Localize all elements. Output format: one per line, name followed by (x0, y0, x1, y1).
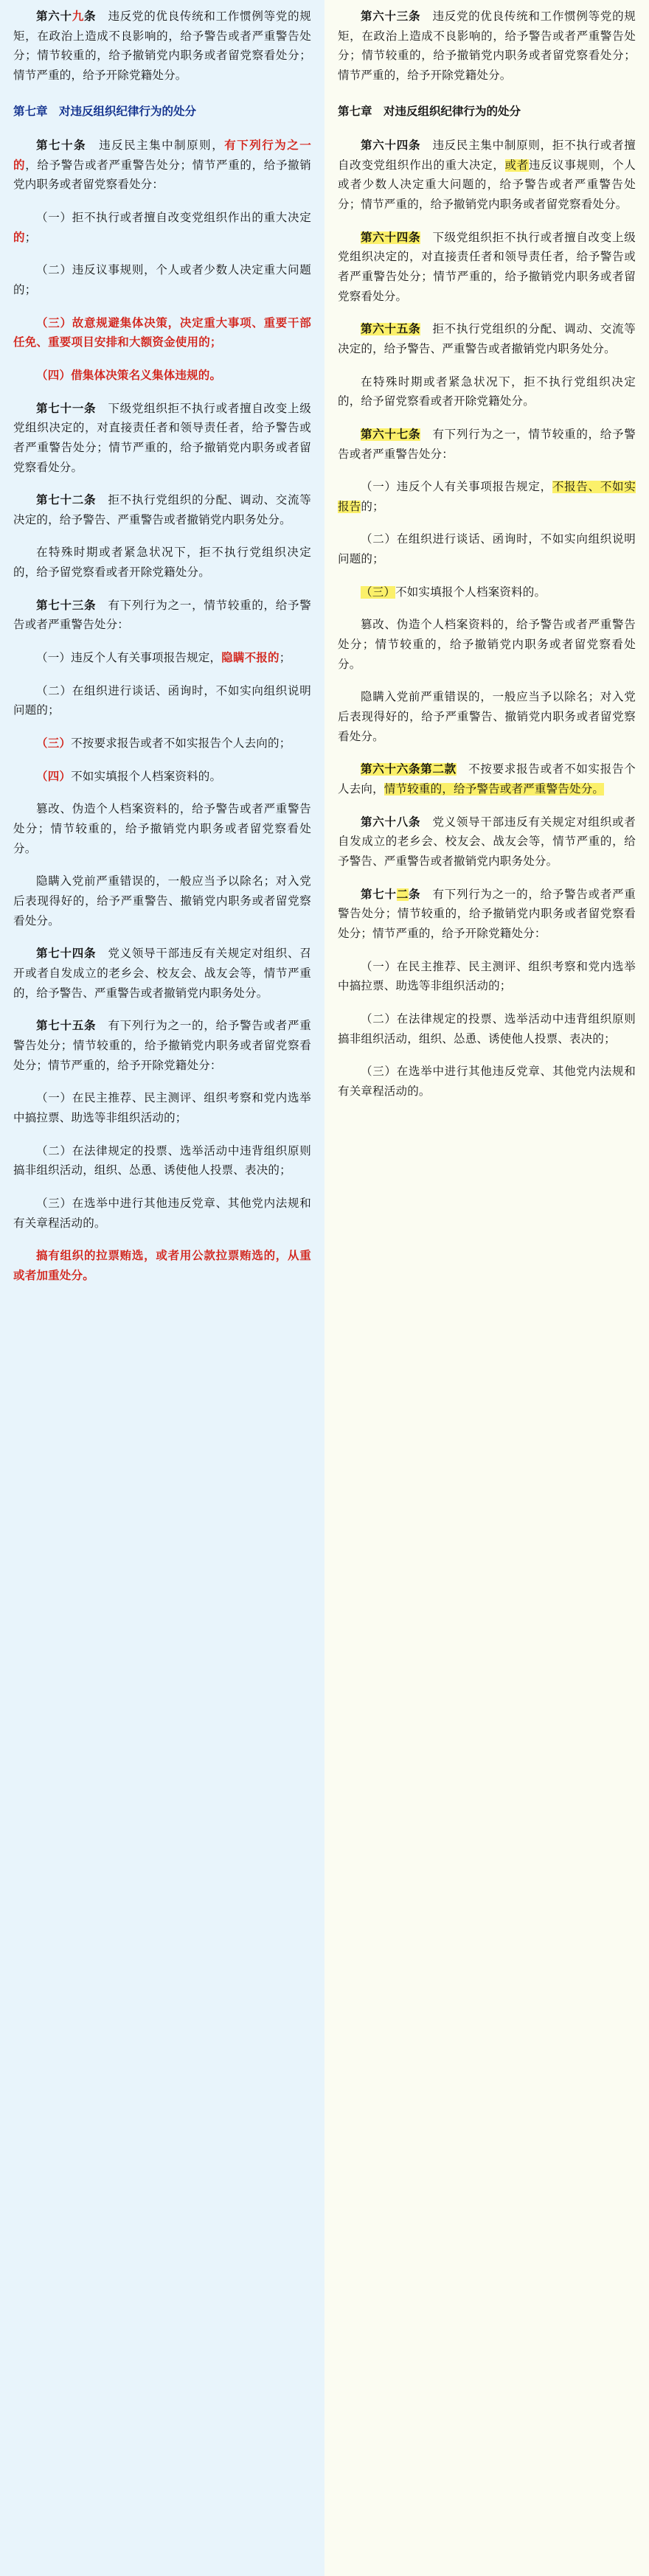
paragraph (338, 958, 636, 997)
right-column (324, 0, 649, 2576)
paragraph (338, 583, 636, 603)
text-run: 或者 (504, 159, 529, 172)
paragraph (13, 314, 311, 353)
paragraph (338, 229, 636, 307)
paragraph (13, 944, 311, 1003)
article-number: 第六十四条 (361, 139, 421, 152)
text-run: 拒不执行党组织的分配、调动、交流等决定的，给予警告、严重警告或者撤销党内职务处分。 (13, 494, 311, 526)
paragraph (13, 491, 311, 530)
text-run: （二）在组织进行谈话、函询时，不如实向组织说明问题的； (13, 684, 311, 717)
chapter-heading: 第七章 对违反组织纪律行为的处分 (338, 105, 521, 118)
text-run: （一）违反个人有关事项报告规定， (36, 652, 222, 665)
paragraph (338, 425, 636, 464)
text-run: 在特殊时期或者紧急状况下，拒不执行党组织决定的，给予留党察看或者开除党籍处分。 (338, 375, 636, 408)
text-run: 篡改、伪造个人档案资料的，给予警告或者严重警告处分；情节较重的，给予撤销党内职务或者留党察看处分。 (13, 803, 311, 855)
paragraph (13, 682, 311, 721)
article-number: 第六十四条 (361, 231, 421, 244)
text-run: （二）在组织进行谈话、函询时，不如实向组织说明问题的； (338, 533, 636, 566)
paragraph (13, 209, 311, 248)
article-number: 条 (408, 10, 421, 23)
paragraph (13, 1089, 311, 1128)
text-run: （二）违反议事规则，个人或者少数人决定重大问题的； (13, 264, 311, 296)
text-run: （一）在民主推荐、民主测评、组织考察和党内选举中搞拉票、助选等非组织活动的； (338, 960, 636, 993)
paragraph (13, 872, 311, 931)
article-number: 二 (396, 888, 409, 901)
paragraph (13, 1247, 311, 1286)
text-run: （四）借集体决策名义集体违规的。 (36, 369, 222, 382)
text-run: 的 (13, 231, 25, 244)
chapter-heading: 第七章 对违反组织纪律行为的处分 (13, 105, 197, 118)
paragraph (13, 136, 311, 195)
paragraph (13, 649, 311, 669)
text-run: 违反党的优良传统和工作惯例等党的规矩，在政治上造成不良影响的，给予警告或者严重警告处分；情节较重的，给予撤销党内职务或者留党察看处分；情节严重的，给予开除党籍处分。 (13, 10, 312, 82)
text-run: （二）在法律规定的投票、选举活动中违背组织原则搞非组织活动，组织、怂恿、诱使他人投票、表决的； (338, 1012, 636, 1045)
text-run: 不如实填报个人档案资料的。 (71, 770, 222, 783)
text-run: 有下列行为之一，情节较重的，给予警告或者严重警告处分： (338, 428, 636, 461)
article-number: 第七十二条 (36, 494, 97, 507)
text-run: 不按要求报告或者不如实报告个人去向， (338, 763, 636, 796)
paragraph (13, 596, 311, 636)
article-number: 第七十一条 (36, 402, 97, 415)
article-number: 第六十 (36, 10, 72, 23)
text-run: 有下列行为之一，情节较重的，给予警告或者严重警告处分： (13, 599, 311, 632)
text-run: 不报告、不如实报告 (338, 481, 636, 513)
article-number: 第七十五条 (36, 1020, 97, 1033)
article-number: 第七十三条 (36, 599, 97, 612)
article-number: 第六十七条 (361, 428, 421, 441)
article-number: 九 (72, 10, 84, 23)
text-run: 隐瞒入党前严重错误的，一般应当予以除名；对入党后表现得好的，给予严重警告、撤销党内职务或者留党察看处分。 (338, 691, 636, 743)
paragraph (338, 320, 636, 359)
paragraph (13, 7, 311, 86)
text-run: （三）在选举中进行其他违反党章、其他党内法规和有关章程活动的。 (13, 1197, 311, 1230)
text-run: 不按要求报告或者不如实报告个人去向的； (71, 737, 291, 751)
article-number: 条 (83, 10, 97, 23)
text-run: 下级党组织拒不执行或者擅自改变上级党组织决定的，对直接责任者和领导责任者，给予警告或者严重警告处分；情节严重的，给予撤销党内职务或者留党察看处分。 (13, 402, 311, 474)
text-run: （一）在民主推荐、民主测评、组织考察和党内选举中搞拉票、助选等非组织活动的； (13, 1092, 311, 1124)
article-number: 第六十五条 (361, 323, 421, 336)
paragraph (338, 136, 636, 215)
text-run: （二）在法律规定的投票、选举活动中违背组织原则搞非组织活动，组织、怂恿、诱使他人投票、表决的； (13, 1144, 311, 1177)
paragraph (13, 543, 311, 582)
paragraph (338, 616, 636, 675)
text-run: 隐瞒不报的 (221, 652, 280, 665)
article-number: 条 (408, 888, 421, 901)
article-number: 第六十六条第二款 (361, 763, 457, 776)
paragraph (338, 373, 636, 412)
paragraph (338, 530, 636, 569)
paragraph (13, 366, 311, 386)
paragraph (338, 760, 636, 799)
left-column (0, 0, 324, 2576)
text-run: 违反党的优良传统和工作惯例等党的规矩，在政治上造成不良影响的，给予警告或者严重警告处分；情节较重的，给予撤销党内职务或者留党察看处分；情节严重的，给予开除党籍处分。 (338, 10, 636, 82)
paragraph (13, 1017, 311, 1076)
article-number: 第七十四条 (36, 947, 97, 961)
article-number: 第七十 (361, 888, 397, 901)
text-run: 不如实填报个人档案资料的。 (395, 585, 546, 599)
article-number: 第七十条 (36, 139, 87, 152)
text-run: 篡改、伪造个人档案资料的，给予警告或者严重警告处分；情节较重的，给予撤销党内职务或者留党察看处分。 (338, 619, 636, 671)
paragraph (13, 400, 311, 478)
text-run: （三） (361, 585, 396, 599)
paragraph (13, 1194, 311, 1233)
paragraph (338, 688, 636, 747)
paragraph (13, 800, 311, 859)
text-run: ； (279, 652, 291, 665)
text-run: 有下列行为之一的 (13, 139, 311, 172)
paragraph (13, 261, 311, 300)
text-run: 党义领导干部违反有关规定对组织或者自发成立的老乡会、校友会、战友会等，情节严重的，给予警告、严重警告或者撤销党内职务处分。 (338, 815, 636, 868)
paragraph (338, 1062, 636, 1101)
paragraph (13, 767, 311, 787)
paragraph (338, 478, 636, 517)
article-number: 第六十八条 (361, 815, 421, 829)
paragraph (13, 1142, 311, 1181)
text-run: 违反民主集中制原则，拒不执行或者擅自改变党组织作出的重大决定， (338, 139, 636, 172)
text-run: （四） (36, 770, 72, 783)
text-run: 有下列行为之一的，给予警告或者严重警告处分；情节较重的，给予撤销党内职务或者留党察看处分；情节严重的，给予开除党籍处分： (338, 888, 636, 940)
text-run: 下级党组织拒不执行或者擅自改变上级党组织决定的，对直接责任者和领导责任者，给予警告或者严重警告处分；情节严重的，给予撤销党内职务或者留党察看处分。 (338, 231, 636, 303)
article-number: 三 (396, 10, 409, 23)
text-run: 有下列行为之一的，给予警告或者严重警告处分；情节较重的，给予撤销党内职务或者留党察看处分；情节严重的，给予开除党籍处分： (13, 1020, 311, 1072)
text-run: 隐瞒入党前严重错误的，一般应当予以除名；对入党后表现得好的，给予严重警告、撤销党内职务或者留党察看处分。 (13, 875, 311, 927)
article-number: 第六十 (361, 10, 397, 23)
paragraph (338, 813, 636, 872)
text-run: （一）拒不执行或者擅自改变党组织作出的重大决定 (36, 211, 311, 224)
paragraph (338, 1010, 636, 1049)
text-run: 的； (361, 500, 384, 513)
text-run: ，给予警告或者严重警告处分；情节严重的，给予撤销党内职务或者留党察看处分： (13, 159, 311, 192)
text-run: ； (24, 231, 37, 244)
paragraph (338, 7, 636, 86)
text-run: 违反议事规则，个人或者少数人决定重大问题的，给予警告或者严重警告处分；情节严重的，给予撤销党内职务或者留党察看处分。 (338, 159, 636, 211)
text-run: （三）故意规避集体决策，决定重大事项、重要干部任免、重要项目安排和大额资金使用的； (13, 316, 311, 349)
text-run: 党义领导干部违反有关规定对组织、召开或者自发成立的老乡会、校友会、战友会等，情节严重的，给予警告、严重警告或者撤销党内职务处分。 (13, 947, 311, 1000)
text-run: 违反民主集中制原则， (86, 139, 225, 152)
paragraph (13, 734, 311, 754)
text-run: （三）在选举中进行其他违反党章、其他党内法规和有关章程活动的。 (338, 1065, 636, 1098)
text-run: 在特殊时期或者紧急状况下，拒不执行党组织决定的，给予留党察看或者开除党籍处分。 (13, 546, 311, 579)
paragraph (338, 885, 636, 944)
text-run: 情节较重的，给予警告或者严重警告处分。 (384, 783, 605, 796)
text-run: （三） (36, 737, 72, 751)
text-run: 搞有组织的拉票贿选，或者用公款拉票贿选的，从重或者加重处分。 (13, 1250, 311, 1282)
text-run: （一）违反个人有关事项报告规定， (361, 481, 552, 494)
text-run: 拒不执行党组织的分配、调动、交流等决定的，给予警告、严重警告或者撤销党内职务处分。 (338, 323, 636, 355)
